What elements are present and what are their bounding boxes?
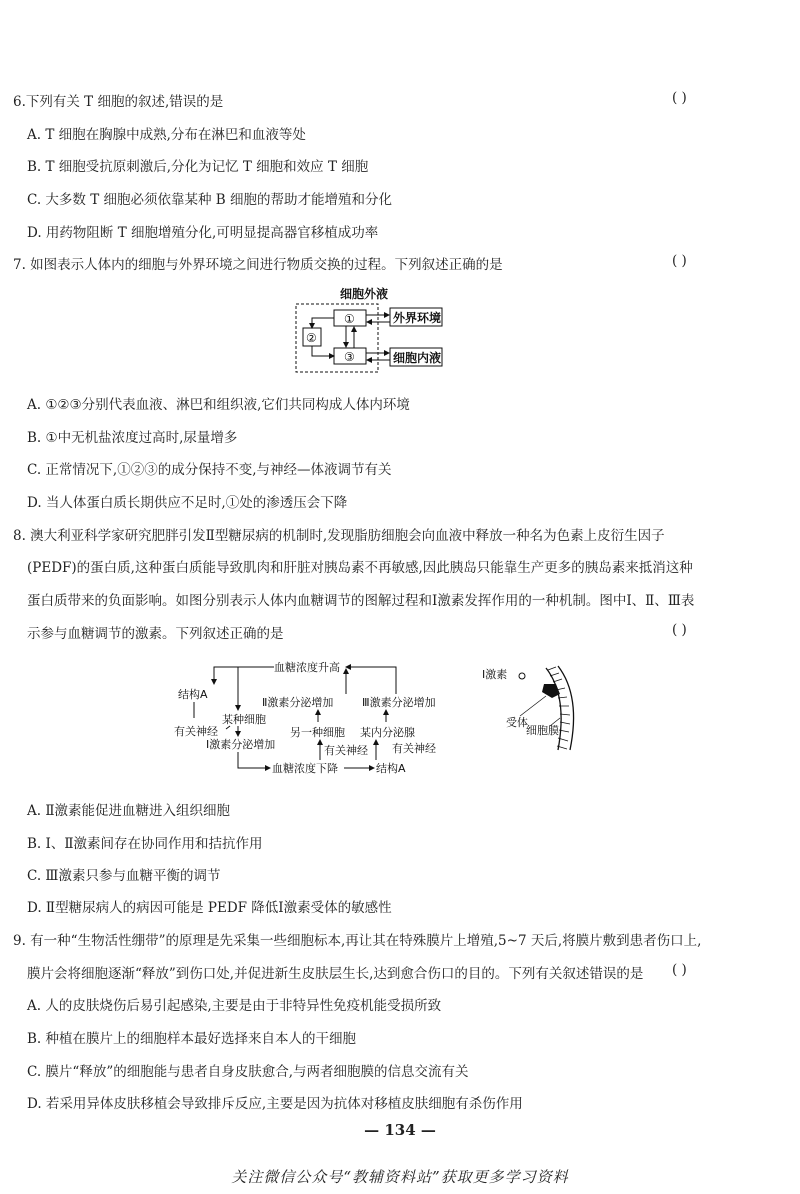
- q9-answer-paren: ( ): [672, 962, 687, 978]
- q9-option-a: A. 人的皮肤烧伤后易引起感染,主要是由于非特异性免疫机能受损所致: [27, 998, 442, 1014]
- q7-stem: 7. 如图表示人体内的细胞与外界环境之间进行物质交换的过程。下列叙述正确的是: [13, 257, 503, 273]
- q8-fig-receptor-pointer: [520, 696, 546, 716]
- q9-option-d: D. 若采用异体皮肤移植会导致排斥反应,主要是因为抗体对移植皮肤细胞有杀伤作用: [27, 1096, 523, 1112]
- q8-fig-structure-a: 结构A: [178, 688, 208, 701]
- q7-diagram: [290, 282, 480, 382]
- q9-option-c: C. 膜片“释放”的细胞能与患者自身皮肤愈合,与两者细胞膜的信息交流有关: [27, 1064, 469, 1080]
- q8-fig-glucose-fall: 血糖浓度下降: [272, 762, 338, 775]
- q9-option-b: B. 种植在膜片上的细胞样本最好选择来自本人的干细胞: [27, 1031, 357, 1047]
- q6-option-b: B. T 细胞受抗原刺激后,分化为记忆 T 细胞和效应 T 细胞: [27, 159, 369, 175]
- q8-fig-some-cell: 某种细胞: [222, 713, 266, 726]
- q6-stem: 6.下列有关 T 细胞的叙述,错误的是: [13, 94, 224, 110]
- q7-fig-arrow-2-3: [312, 346, 334, 356]
- q7-option-b: B. ①中无机盐浓度过高时,尿量增多: [27, 430, 238, 446]
- q8-fig-receptor-label: 受体: [506, 716, 528, 729]
- q7-fig-label-2: ②: [306, 331, 317, 345]
- q6-option-c: C. 大多数 T 细胞必须依靠某种 B 细胞的帮助才能增殖和分化: [27, 192, 393, 208]
- q8-fig-endocrine-gland: 某内分泌腺: [360, 726, 415, 739]
- q8-fig-membrane-label: 细胞膜: [526, 724, 559, 737]
- q8-fig-other-cell: 另一种细胞: [290, 726, 345, 739]
- q8-fig-h2-increase: Ⅱ激素分泌增加: [262, 696, 334, 709]
- q7-fig-external-label: 外界环境: [393, 311, 442, 325]
- q8-fig-structure-a-2: 结构A: [376, 762, 406, 775]
- q9-stem-line-2: 膜片会将细胞逐渐“释放”到伤口处,并促进新生皮肤层生长,达到愈合伤口的目的。下列有关叙述错误的是: [27, 966, 644, 982]
- q8-stem-line-4: 示参与血糖调节的激素。下列叙述正确的是: [27, 626, 284, 642]
- q8-fig-nerve-1: 有关神经: [174, 725, 218, 738]
- q8-fig-arrow-h1-fall: [238, 752, 270, 768]
- q8-fig-h1-increase: Ⅰ激素分泌增加: [206, 738, 276, 751]
- q8-fig-arrow-h3-rise: [346, 667, 396, 694]
- q7-answer-paren: ( ): [672, 253, 687, 269]
- q7-fig-label-3: ③: [344, 350, 355, 364]
- q8-fig-receptor-shape: [542, 684, 560, 698]
- q8-stem-line-2: (PEDF)的蛋白质,这种蛋白质能导致肌肉和肝脏对胰岛素不再敏感,因此胰岛只能靠生产更多的胰岛素来抵消这种: [27, 560, 693, 576]
- q6-option-d: D. 用药物阻断 T 细胞增殖分化,可明显提高器官移植成功率: [27, 225, 379, 241]
- page-number: — 134 —: [364, 1121, 436, 1139]
- q8-option-a: A. Ⅱ激素能促进血糖进入组织细胞: [27, 803, 231, 819]
- q7-option-c: C. 正常情况下,①②③的成分保持不变,与神经—体液调节有关: [27, 462, 392, 478]
- q8-flow-diagram: [170, 656, 460, 780]
- q8-option-d: D. Ⅱ型糖尿病人的病因可能是 PEDF 降低Ⅰ激素受体的敏感性: [27, 900, 392, 916]
- q8-fig-glucose-rise: 血糖浓度升高: [274, 661, 340, 674]
- q7-fig-title: 细胞外液: [340, 287, 389, 301]
- q7-fig-arrow-1-2: [312, 318, 334, 328]
- q7-fig-label-1: ①: [344, 312, 355, 326]
- q7-option-a: A. ①②③分别代表血液、淋巴和组织液,它们共同构成人体内环境: [27, 397, 410, 413]
- q9-stem-line-1: 9. 有一种“生物活性绷带”的原理是先采集一些细胞标本,再让其在特殊膜片上增殖,5~7 天后,将膜片敷到患者伤口上,: [13, 933, 702, 949]
- q6-option-a: A. T 细胞在胸腺中成熟,分布在淋巴和血液等处: [27, 127, 306, 143]
- q7-option-d: D. 当人体蛋白质长期供应不足时,①处的渗透压会下降: [27, 495, 348, 511]
- q8-fig-hormone-molecule: [519, 673, 525, 679]
- q8-option-c: C. Ⅲ激素只参与血糖平衡的调节: [27, 868, 221, 884]
- q8-fig-arrow-rise-structa: [214, 667, 274, 684]
- q8-fig-nerve-1-link: [226, 726, 230, 729]
- q8-membrane-diagram: [480, 664, 600, 754]
- q8-answer-paren: ( ): [672, 622, 687, 638]
- q8-option-b: B. Ⅰ、Ⅱ激素间存在协同作用和拮抗作用: [27, 836, 263, 852]
- footer-note: 关注微信公众号“教辅资料站”获取更多学习资料: [231, 1168, 569, 1186]
- q6-answer-paren: ( ): [672, 90, 687, 106]
- q8-fig-h1-label: Ⅰ激素: [482, 668, 508, 681]
- q8-stem-line-3: 蛋白质带来的负面影响。如图分别表示人体内血糖调节的图解过程和Ⅰ激素发挥作用的一种机制。图中Ⅰ、Ⅱ、Ⅲ表: [27, 593, 695, 609]
- q7-fig-intracellular-label: 细胞内液: [393, 351, 442, 365]
- q8-fig-nerve-3: 有关神经: [392, 742, 436, 755]
- q8-fig-nerve-2: 有关神经: [324, 744, 368, 757]
- q8-stem-line-1: 8. 澳大利亚科学家研究肥胖引发Ⅱ型糖尿病的机制时,发现脂肪细胞会向血液中释放一种名为色素上皮衍生因子: [13, 528, 665, 544]
- q8-fig-h3-increase: Ⅲ激素分泌增加: [362, 696, 436, 709]
